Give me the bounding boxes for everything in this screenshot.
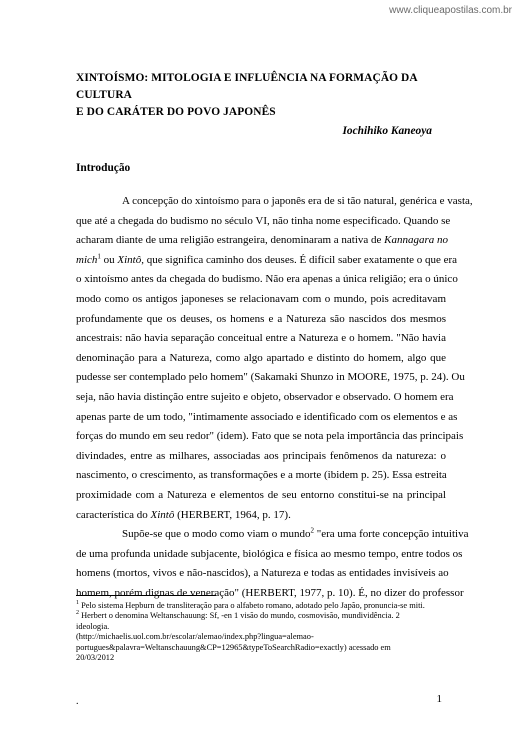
italic-mich: mich bbox=[76, 253, 98, 266]
footnote-ref-2[interactable]: 2 bbox=[310, 526, 315, 535]
title-line-1: XINTOÍSMO: MITOLOGIA E INFLUÊNCIA NA FORMAÇÃO DA CULTURA bbox=[76, 72, 418, 101]
title-line-2: E DO CARÁTER DO POVO JAPONÊS bbox=[76, 106, 276, 118]
p1-line-12: apenas parte de um todo, "intimamente associado e identificado com os elementos e as bbox=[76, 410, 458, 423]
p1-line-4 bbox=[76, 251, 458, 271]
p2-line-4: homem, porém dignas de veneração" (HERBERT, 1977, p. 10). É, no dizer do professor bbox=[76, 586, 464, 599]
footnote-1-num: 1 bbox=[76, 600, 79, 607]
italic-xinto-1: Xintô bbox=[117, 253, 142, 266]
p2-line-2: de uma profunda unidade subjacente, biológica e física ao mesmo tempo, entre todos os bbox=[76, 547, 463, 560]
footnote-ref-1[interactable]: 1 bbox=[97, 252, 101, 261]
section-heading: Introdução bbox=[76, 162, 131, 174]
p1-line-3 bbox=[76, 231, 449, 251]
p1-line-10: pudesse ser contemplado pelo homem" (Sakamaki Shunzo in MOORE, 1975, p. 24). Ou bbox=[76, 371, 465, 384]
page-number: 1 bbox=[436, 693, 442, 705]
p1-line-17-b: (HERBERT, 1964, p. 17). bbox=[174, 508, 291, 521]
p1-line-8: ancestrais: não havia separação conceitual entre a Natureza e o homem. "Não havia bbox=[76, 332, 446, 345]
footnotes bbox=[76, 601, 456, 663]
italic-term: Kannagara no bbox=[384, 234, 449, 247]
footnote-2-link[interactable]: (http://michaelis.uol.com.br/escolar/alemao/index.php?lingua=alemao- bbox=[76, 632, 314, 642]
p1-line-5: o xintoísmo antes da chegada do budismo. Não era apenas a única religião; era o único bbox=[76, 273, 458, 286]
p1-line-14: divindades, entre as milhares, associadas aos principais fenômenos da natureza: o bbox=[76, 449, 446, 462]
footnote-1 bbox=[76, 601, 456, 611]
footnote-2-num: 2 bbox=[76, 610, 79, 617]
footnote-2-cont-1: ideologia. bbox=[76, 621, 110, 631]
author-name: Iochihiko Kaneoya bbox=[342, 125, 432, 137]
p2-line-1-b: "era uma forte concepção intuitiva bbox=[314, 528, 469, 541]
body-text bbox=[76, 192, 473, 603]
italic-xinto-2: Xintô bbox=[150, 508, 175, 521]
p1-ou: ou bbox=[100, 253, 118, 266]
watermark-url: www.cliqueapostilas.com.br bbox=[389, 5, 512, 16]
footnote-divider bbox=[76, 595, 216, 596]
p1-line-4-rest: , que significa caminho dos deuses. É difícil saber exatamente o que era bbox=[141, 253, 458, 266]
p1-line-13: forças do mundo em seu redor" (idem). Fato que se nota pela importância das principais bbox=[76, 430, 464, 443]
p1-line-11: seja, não havia distinção entre sujeito e objeto, observador e observado. O homem era bbox=[76, 390, 454, 403]
p1-line-17-a: característica do bbox=[76, 508, 151, 521]
p1-line-15: nascimento, o crescimento, as transformações e a morte (ibidem p. 25). Essa estreita bbox=[76, 469, 447, 482]
p1-line-17 bbox=[76, 506, 446, 526]
page-dot: . bbox=[76, 696, 79, 707]
p1-line-7: profundamente que os deuses, os homens e a Natureza são nascidos dos mesmos bbox=[76, 312, 446, 325]
footnote-2-date: 20/03/2012 bbox=[76, 653, 115, 663]
p1-line-9: denominação para a Natureza, como algo apartado e distinto do homem, algo que bbox=[76, 351, 446, 364]
document-title bbox=[76, 70, 456, 121]
p2-line-1 bbox=[76, 525, 469, 545]
p1-line-16: proximidade com a Natureza e elementos de seu entorno constitui-se na principal bbox=[76, 488, 446, 501]
p2-line-3: homens (mortos, vivos e não-nascidos), a Natureza e todas as entidades invisíveis ao bbox=[76, 567, 449, 580]
footnote-2-link-cont[interactable]: portugues&palavra=Weltanschauung&CP=12965&typeToSearchRadio=exactly) acessado em bbox=[76, 642, 391, 652]
footnote-2-text: Herbert o denomina Weltanschauung: Sf, -en 1 visão do mundo, cosmovisão, mundividência. 2 bbox=[79, 611, 400, 621]
footnote-1-text: Pelo sistema Hepburn de transliteração para o alfabeto romano, adotado pelo Japão, pronuncia-se miti. bbox=[79, 601, 425, 610]
p1-line-2: que até a chegada do budismo no século VI, não tinha nome especificado. Quando se bbox=[76, 214, 451, 227]
p1-line-3-text: acharam diante de uma religião estrangeira, denominaram a nativa de bbox=[76, 234, 382, 247]
paragraph-2 bbox=[76, 525, 469, 603]
paragraph-1 bbox=[76, 192, 473, 525]
p2-line-1-a: Supõe-se que o modo como viam o mundo bbox=[122, 528, 311, 541]
p1-line-1: A concepção do xintoísmo para o japonês era de si tão natural, genérica e vasta, bbox=[122, 195, 473, 207]
p1-line-6: modo como os antigos japoneses se relacionavam com o mundo, pois acreditavam bbox=[76, 292, 446, 305]
footnote-2 bbox=[76, 611, 456, 621]
